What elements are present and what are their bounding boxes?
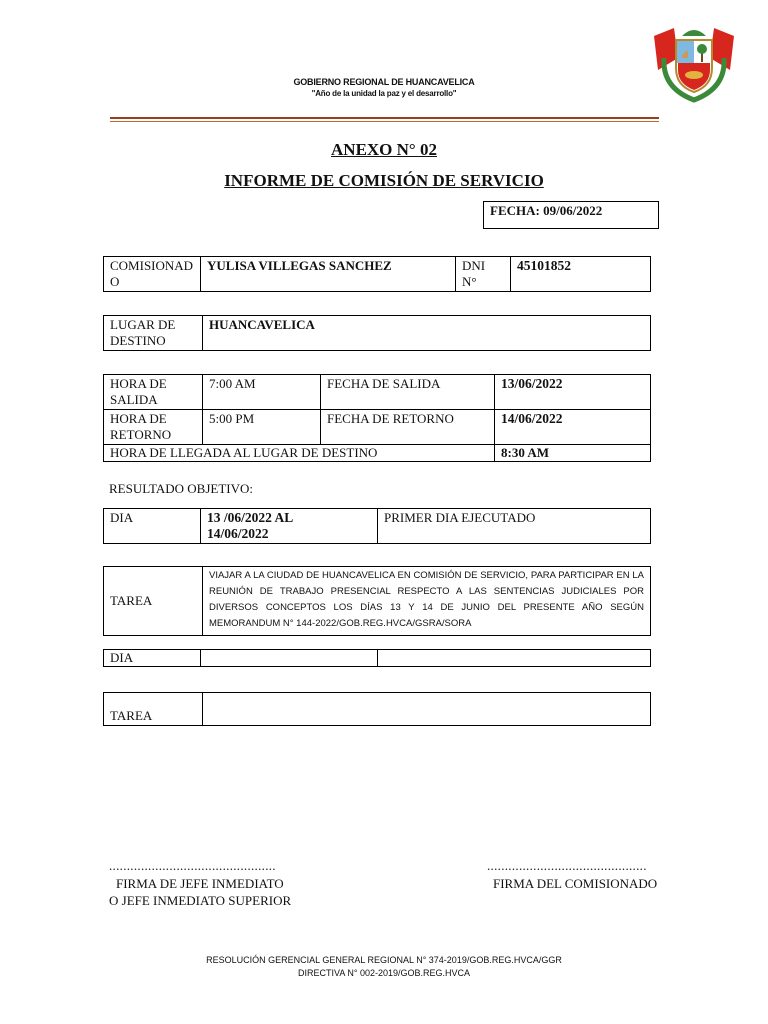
- departure-date-label: FECHA DE SALIDA: [321, 375, 495, 410]
- footer-directive: DIRECTIVA N° 002-2019/GOB.REG.HVCA: [298, 968, 470, 978]
- day2-value: [201, 650, 378, 667]
- commissioner-label: COMISIONAD O: [104, 257, 201, 292]
- supervisor-signature-caption: FIRMA DE JEFE INMEDIATO O JEFE INMEDIATO SUPERIOR: [109, 876, 292, 908]
- task1-table: [103, 566, 651, 636]
- day2-label: DIA: [104, 650, 201, 667]
- commissioner-table: [103, 256, 651, 292]
- task1-description: VIAJAR A LA CIUDAD DE HUANCAVELICA EN COMISIÓN DE SERVICIO, PARA PARTICIPAR EN LA REUNIÓN DE TRABAJO PRESENCIAL RESPECTO A LAS SENTENCIAS JUDICIALES POR DIVERSOS CONCEPTOS LOS DÍAS 13 Y 14 DE JUNIO DEL PRESENTE AÑO SEGÚN MEMORANDUM N° 144-2022/GOB.REG.HVCA/GSRA/SORA: [203, 567, 651, 636]
- day1-note: PRIMER DIA EJECUTADO: [378, 509, 651, 544]
- report-date: FECHA: 09/06/2022: [483, 201, 659, 229]
- commissioner-name: YULISA VILLEGAS SANCHEZ: [201, 257, 456, 292]
- destination-label: LUGAR DE DESTINO: [104, 316, 203, 351]
- year-motto: "Año de la unidad la paz y el desarrollo": [311, 89, 457, 98]
- departure-time: 7:00 AM: [203, 375, 321, 410]
- return-date-label: FECHA DE RETORNO: [321, 410, 495, 445]
- day2-note: [378, 650, 651, 667]
- task1-label: TAREA: [104, 567, 203, 636]
- return-time-label: HORA DE RETORNO: [104, 410, 203, 445]
- arrival-time-label: HORA DE LLEGADA AL LUGAR DE DESTINO: [104, 445, 495, 462]
- schedule-table: [103, 374, 651, 462]
- commissioner-signature-line: .............................................: [487, 858, 647, 873]
- header-divider: [110, 117, 659, 122]
- supervisor-signature-line: ...............................................: [109, 858, 276, 873]
- arrival-time: 8:30 AM: [495, 445, 651, 462]
- destination-value: HUANCAVELICA: [203, 316, 651, 351]
- institution-name: GOBIERNO REGIONAL DE HUANCAVELICA: [293, 77, 475, 87]
- objective-result-label: RESULTADO OBJETIVO:: [109, 481, 254, 496]
- return-date: 14/06/2022: [495, 410, 651, 445]
- footer-resolution: RESOLUCIÓN GERENCIAL GENERAL REGIONAL N° 374-2019/GOB.REG.HVCA/GGR: [206, 955, 562, 965]
- day2-table: [103, 649, 651, 667]
- departure-time-label: HORA DE SALIDA: [104, 375, 203, 410]
- dni-label: DNI N°: [456, 257, 511, 292]
- day1-table: [103, 508, 651, 544]
- task2-label: TAREA: [104, 693, 203, 726]
- task2-description: [203, 693, 651, 726]
- day1-label: DIA: [104, 509, 201, 544]
- commissioner-signature-caption: FIRMA DEL COMISIONADO: [493, 876, 658, 891]
- task2-table: [103, 692, 651, 726]
- return-time: 5:00 PM: [203, 410, 321, 445]
- destination-table: [103, 315, 651, 351]
- annex-title: ANEXO N° 02: [331, 140, 437, 159]
- day1-dates: 13 /06/2022 AL 14/06/2022: [201, 509, 378, 544]
- departure-date: 13/06/2022: [495, 375, 651, 410]
- report-title: INFORME DE COMISIÓN DE SERVICIO: [224, 171, 544, 190]
- dni-value: 45101852: [511, 257, 651, 292]
